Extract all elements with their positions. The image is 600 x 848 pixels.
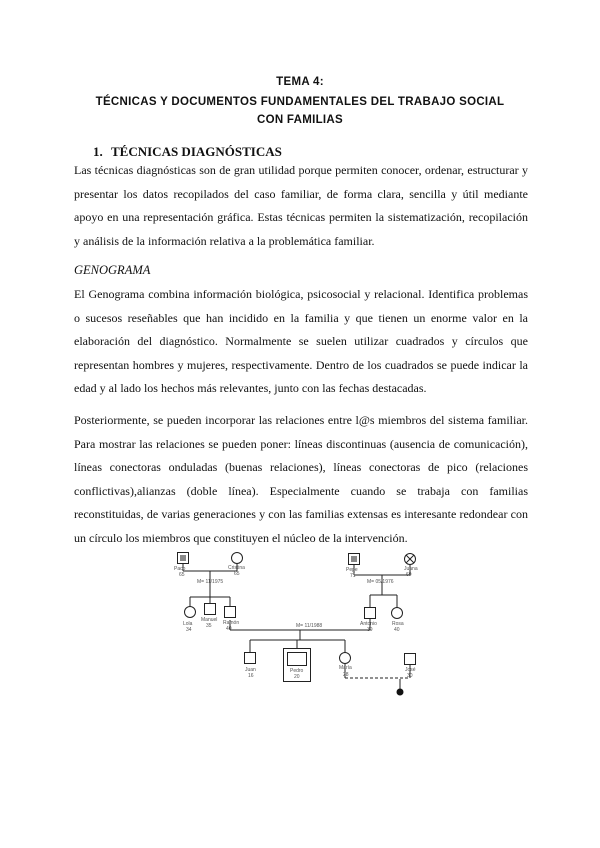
ramon-symbol	[225, 607, 236, 618]
label-manuel: Manuel	[201, 617, 218, 623]
label-ramon-age: 40	[226, 626, 232, 632]
label-juana-age: 69	[406, 572, 412, 578]
label-juan-age: 16	[248, 673, 254, 679]
section-title: TÉCNICAS DIAGNÓSTICAS	[111, 144, 282, 159]
label-cristina: Cristina	[228, 565, 245, 571]
label-jose-age: 30	[407, 673, 413, 679]
cristina-symbol	[232, 553, 243, 564]
manuel-symbol	[205, 604, 216, 615]
label-lola: Lola	[183, 621, 193, 627]
label-paco: Paco	[174, 566, 186, 572]
label-antonio-age: 39	[367, 627, 373, 633]
label-cristina-age: 65	[234, 571, 240, 577]
jose-symbol	[405, 654, 416, 665]
pregnancy-dot	[397, 689, 404, 696]
label-pedro-age: 20	[294, 674, 300, 680]
label-marriage-2: M= 05/1976	[367, 579, 394, 585]
label-manuel-age: 35	[206, 623, 212, 629]
antonio-symbol	[365, 608, 376, 619]
label-ramon: Ramón	[223, 620, 240, 626]
label-pepe-age: 71	[350, 573, 356, 579]
label-juana: Juana	[404, 566, 418, 572]
label-marriage-1: M= 11/1975	[197, 579, 224, 585]
maria-symbol	[340, 653, 351, 664]
label-antonio: Antonio	[360, 621, 377, 627]
label-pedro: Pedro	[290, 668, 304, 674]
label-maria: María	[339, 665, 352, 671]
label-jose: José	[405, 667, 416, 673]
label-rosa-age: 40	[394, 627, 400, 633]
label-maria-age: 28	[343, 672, 349, 678]
lola-symbol	[185, 607, 196, 618]
label-juan: Juan	[245, 667, 256, 673]
juan-symbol	[245, 653, 256, 664]
pedro-symbol	[288, 653, 307, 666]
document-title-line-1: TEMA 4:	[276, 76, 324, 88]
genograma-paragraph-1: El Genograma combina información biológica, psicosocial y relacional. Identifica problemas o sucesos reseñables que han incidido en la familia y que tienen un enorme valor en la elaboración del diagnóstico. Normalmente se suelen utilizar cuadrados y círculos que representan hombres y mujeres, respectivamente. Dentro de los cuadrados se puede indicar la edad y al lado los hechos más relevantes, junto con las fechas destacadas.	[74, 287, 528, 396]
section-number: 1.	[93, 144, 103, 159]
section-heading	[93, 144, 282, 160]
genograma-heading: GENOGRAMA	[74, 263, 151, 277]
document-title-line-2: TÉCNICAS Y DOCUMENTOS FUNDAMENTALES DEL TRABAJO SOCIAL	[95, 96, 505, 108]
genogram-diagram	[160, 545, 450, 700]
label-lola-age: 34	[186, 627, 192, 633]
label-rosa: Rosa	[392, 621, 404, 627]
document-title-line-3: CON FAMILIAS	[256, 114, 343, 126]
intro-paragraph: Las técnicas diagnósticas son de gran utilidad porque permiten conocer, ordenar, estructurar y presentar los datos recopilados del caso familiar, de forma clara, sencilla y útil mediante apoyo en una representación gráfica. Estas técnicas permiten la sistematización, recopilación y análisis de la información relativa a la problemática familiar.	[74, 163, 528, 248]
label-paco-age: 65	[179, 572, 185, 578]
genograma-paragraph-2: Posteriormente, se pueden incorporar las relaciones entre l@s miembros del sistema familiar. Para mostrar las relaciones se pueden poner: líneas discontinuas (ausencia de comunicación), líneas conectoras onduladas (buenas relaciones), líneas conectoras de pico (relaciones conflictivas),alianzas (doble línea). Especialmente cuando se trabaja con familias reconstituidas, de varias generaciones y con las familias extensas es interesante redondear con un círculo los miembros que constituyen el núcleo de la intervención.	[74, 413, 528, 545]
rosa-symbol	[392, 608, 403, 619]
label-pepe: Pepe	[346, 567, 358, 573]
label-marriage-3: M= 11/1988	[296, 623, 323, 629]
